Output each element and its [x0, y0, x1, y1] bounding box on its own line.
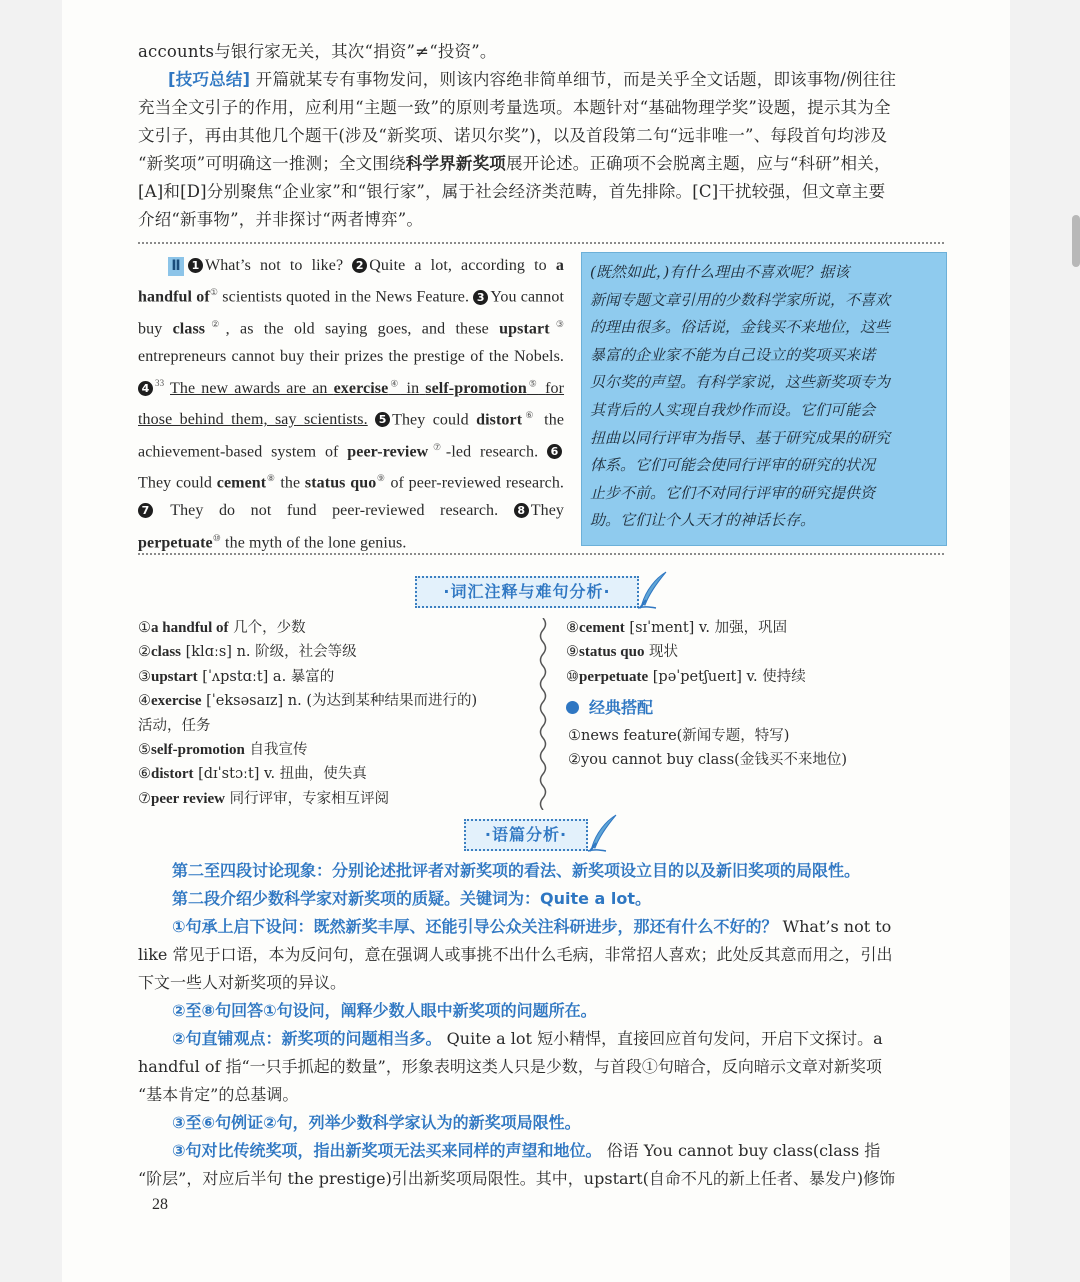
collocation-list: [568, 724, 847, 773]
summary-line-5: [138, 150, 950, 178]
vocab-left-list: [138, 616, 477, 811]
translation-box: [581, 252, 947, 546]
vocab-num: ⑦: [138, 790, 151, 807]
vocab-item: [138, 787, 477, 811]
analysis-p5: [172, 1025, 984, 1053]
sentence-6b: the: [280, 474, 301, 492]
analysis-p4: [172, 997, 984, 1025]
vocab-word: class: [151, 644, 181, 661]
sentence-num-5: 5: [375, 412, 390, 427]
vocab-word: cement: [579, 620, 625, 636]
vocab-item: [566, 640, 806, 664]
collocation-item: ①news feature(新闻专题，特写): [568, 728, 790, 744]
vocab-item: [138, 762, 477, 786]
collocation-item: ②you cannot buy class(金钱买不来地位): [568, 752, 847, 769]
vocab-item: [138, 665, 477, 689]
sentence-8a: They: [530, 502, 564, 520]
vocab-item: [138, 640, 477, 664]
sentence-2c: scientists quoted in the News Feature.: [222, 288, 470, 306]
summary-line-7: 介绍“新事物”，并非探讨“两者博弈”。: [138, 210, 424, 229]
analysis-p1-text: 第二至四段讨论现象：分别论述批评者对新奖项的看法、新奖项设立目的以及新旧奖项的局限性。: [172, 861, 861, 880]
analysis-p3-line2: like 常见于口语，本为反问句，意在强调人或事挑不出什么毛病，非常招人喜欢；此处反其意而用之，引出: [138, 945, 893, 964]
note-ref-6: ⑥: [522, 410, 537, 421]
note-ref-3: ③: [549, 319, 565, 330]
sentence-num-3: 3: [473, 290, 488, 305]
note-ref-5: ⑤: [526, 378, 539, 389]
sentence-num-7: 7: [138, 503, 153, 518]
sentence-num-6: 6: [547, 444, 562, 459]
vocab-word-perpetuate: perpetuate: [138, 533, 213, 551]
sentence-6c: of peer-reviewed research.: [390, 474, 565, 492]
tip-tag: [技巧总结]: [168, 70, 251, 89]
sentence-3a: You cannot buy: [138, 288, 564, 338]
sentence-6a: They could: [138, 474, 213, 492]
analysis-p6: [172, 1109, 984, 1137]
vocab-word-exercise: exercise: [333, 379, 389, 397]
sentence-num-4: 4: [138, 381, 153, 396]
sentence-7: They do not fund peer-reviewed research.: [170, 502, 499, 520]
sentence-4d: scientists.: [303, 411, 368, 429]
vocab-num: ⑩: [566, 668, 579, 685]
sentence-3b: , as the old saying goes, and: [225, 320, 446, 338]
summary-line-6: [A]和[D]分别聚焦“企业家”和“银行家”，属于社会经济类范畴，首先排除。[C]干扰较强，但文章主要: [138, 182, 886, 201]
analysis-p6-text: ③至⑥句例证②句，列举少数科学家认为的新奖项局限性。: [172, 1113, 581, 1132]
note-ref-4: ④: [388, 378, 401, 389]
vocab-num: ①: [138, 620, 151, 636]
vocab-word-handful: a handful of: [138, 257, 564, 306]
vocab-def: [ˈʌpstɑːt] a. 暴富的: [197, 668, 335, 685]
analysis-p5-line3: “基本肯定”的总基调。: [138, 1085, 299, 1104]
translation-line: (既然如此，)有什么理由不喜欢呢？据该: [590, 263, 850, 281]
vocab-word-upstart: upstart: [499, 320, 550, 338]
analysis-p2-text: 第二段介绍少数科学家对新奖项的质疑。关键词为：Quite a lot。: [172, 889, 652, 908]
translation-line: 止步不前。它们不对同行评审的研究提供资: [590, 483, 876, 502]
bullet-icon: [566, 701, 579, 714]
analysis-p7: [172, 1137, 984, 1165]
analysis-p5-highlight: ②句直铺观点：新奖项的问题相当多。: [172, 1029, 442, 1048]
paragraph-tag: Ⅱ: [168, 257, 184, 276]
analysis-p4-text: ②至⑧句回答①句设问，阐释少数人眼中新奖项的问题所在。: [172, 1001, 597, 1020]
vocab-item: [138, 714, 477, 738]
analysis-p2: [172, 885, 984, 913]
translation-line: 的理由很多。俗话说，金钱买不来地位，这些: [590, 318, 891, 337]
sentence-3e: prestige of the Nobels.: [413, 347, 564, 365]
vocab-num: ⑤: [138, 742, 151, 759]
note-ref-1: ①: [209, 287, 219, 298]
vocab-num: ③: [138, 668, 151, 685]
translation-line: 暴富的企业家不能为自己设立的奖项买来诺: [590, 345, 876, 364]
summary-line-5-a: “新奖项”可明确这一推测；全文围绕: [138, 154, 406, 173]
quill-icon: [586, 813, 620, 853]
vocab-def: [sɪˈment] v. 加强，巩固: [624, 620, 788, 636]
vocab-word-peer-review: peer-review: [347, 443, 429, 461]
summary-line-2-text: 开篇就某专有事物发问，则该内容绝非简单细节，而是关乎全文话题，即该事物/例往往: [255, 70, 897, 89]
summary-line-1: accounts与银行家无关，其次“捐资”≠“投资”。: [138, 42, 497, 61]
summary-line-3: 充当全文引子的作用，应利用“主题一致”的原则考量选项。本题针对“基础物理学奖”设题，提示其为全: [138, 98, 891, 117]
vocab-item: [138, 689, 477, 713]
vocab-word: upstart: [151, 668, 198, 685]
vocab-word: status quo: [579, 644, 645, 661]
vocab-def: 现状: [644, 644, 679, 661]
summary-line-4: 文引子，再由其他几个题干(涉及“新奖项、诺贝尔奖”)，以及首段第二句“远非唯一”、每段首句均涉及: [138, 126, 888, 145]
page-number: 28: [152, 1196, 168, 1213]
vocab-word: peer review: [151, 790, 225, 807]
sentence-5c: system of: [271, 443, 339, 461]
note-ref-9: ⑨: [376, 473, 386, 484]
note-ref-8: ⑧: [266, 473, 276, 484]
sentence-4c: for those behind them, say: [138, 379, 565, 429]
sentence-5b: the achievement-based: [138, 411, 565, 461]
sentence-3d: entrepreneurs cannot buy their prizes the: [138, 347, 409, 365]
analysis-p3-line3: 下文一些人对新奖项的异议。: [138, 973, 347, 992]
translation-line: 扭曲以同行评审为指导、基于研究成果的研究: [590, 428, 891, 447]
vocab-def: 自我宣传: [244, 742, 308, 759]
analysis-p3: [172, 913, 984, 941]
note-ref-7: ⑦: [428, 441, 446, 452]
scrollbar-thumb[interactable]: [1072, 215, 1080, 267]
vocab-word: distort: [151, 766, 194, 783]
sentence-num-2: 2: [352, 258, 367, 273]
translation-line: 新闻专题文章引用的少数科学家所说，不喜欢: [590, 290, 891, 309]
summary-line-5-bold: 科学界新奖项: [405, 154, 506, 173]
vocab-num: ②: [138, 644, 151, 661]
sentence-2b: to: [534, 257, 547, 274]
translation-line: 其背后的人实现自我炒作而设。它们可能会: [590, 401, 876, 419]
translation-line: 贝尔奖的声望。有科学家说，这些新奖项专为: [590, 373, 891, 392]
vocab-num: ⑧: [566, 620, 579, 636]
analysis-p3-rest: What’s not to: [782, 917, 892, 936]
sentence-2a: Quite a lot, according: [369, 257, 526, 274]
vocab-word-class: class: [172, 320, 206, 338]
sentence-1: What’s not to like?: [205, 257, 344, 274]
vocab-num: ④: [138, 693, 151, 710]
vocab-num: ⑥: [138, 766, 151, 783]
sentence-5a: They could: [392, 411, 469, 429]
analysis-p7-line2: “阶层”，对应后半句 the prestige)引出新奖项局限性。其中，upstart(自命不凡的新上任者、暴发户)修饰: [138, 1169, 896, 1188]
divider-middle: [138, 553, 944, 555]
quill-icon: [636, 570, 670, 610]
sentence-8b: the myth of the lone genius.: [225, 533, 407, 551]
vocab-def: [dɪˈstɔːt] v. 扭曲，使失真: [193, 766, 367, 783]
collocation-title: 经典搭配: [589, 698, 654, 717]
vocab-word-status-quo: status quo: [304, 474, 377, 492]
vocab-section-title: ·词汇注释与难句分析·: [415, 576, 639, 608]
translation-line: 助。它们让个人天才的神话长存。: [590, 511, 816, 530]
vocab-def: [klɑːs] n. 阶级，社会等级: [181, 644, 357, 661]
analysis-section-title: ·语篇分析·: [464, 819, 588, 851]
divider-top: [138, 242, 944, 244]
vocab-right-list: [566, 616, 806, 689]
sentence-num-1: 1: [188, 258, 203, 273]
vocab-def: 同行评审，专家相互评阅: [225, 790, 390, 807]
analysis-p3-highlight: ①句承上启下设问：既然新奖丰厚、还能引导公众关注科研进步，那还有什么不好的？: [172, 917, 778, 936]
sentence-3c: these: [455, 320, 489, 338]
sentence-5d: -led research.: [445, 443, 539, 461]
analysis-p1: [172, 857, 984, 885]
vocab-word-self-promotion: self-promotion: [425, 379, 527, 397]
vocab-item: [138, 616, 477, 640]
vocab-item: [138, 738, 477, 762]
question-ref-33: 33: [155, 378, 165, 389]
vocab-item: [566, 665, 806, 689]
analysis-p5-rest: Quite a lot 短小精悍，直接回应首句发问，开启下文探讨。a: [446, 1029, 883, 1048]
analysis-p7-highlight: ③句对比传统奖项，指出新奖项无法买来同样的声望和地位。: [172, 1141, 602, 1160]
vocab-def: [ˈeksəsaɪz] n. (为达到某种结果而进行的): [201, 693, 478, 710]
summary-line-5-c: 展开论述。正确项不会脱离主题，应与“科研”相关，: [505, 154, 891, 173]
translation-line: 体系。它们可能会使同行评审的研究的状况: [590, 456, 876, 475]
summary-line-2: [138, 66, 950, 94]
analysis-p5-line2: handful of 指“一只手抓起的数量”，形象表明这类人只是少数，与首段①句暗合，反向暗示文章对新奖项: [138, 1057, 882, 1076]
vocab-word: perpetuate: [579, 668, 649, 685]
english-passage: [138, 252, 564, 556]
collocation-heading: [566, 696, 653, 720]
sentence-4b: in: [406, 379, 420, 397]
vocab-def: 几个，少数: [228, 620, 306, 636]
vocab-item: [566, 616, 806, 640]
vocab-word: self-promotion: [151, 742, 245, 759]
note-ref-10: ⑩: [212, 532, 221, 543]
sentence-4a: The new awards are an: [170, 379, 328, 397]
wavy-divider: [536, 618, 550, 810]
vocab-word-distort: distort: [476, 411, 523, 429]
analysis-p7-rest: 俗语 You cannot buy class(class 指: [606, 1141, 881, 1160]
vocab-word: exercise: [151, 693, 202, 710]
vocab-word: a handful of: [151, 620, 229, 636]
note-ref-2: ②: [205, 319, 226, 330]
vocab-def: [pəˈpetʃueɪt] v. 使持续: [648, 668, 806, 685]
sentence-num-8: 8: [514, 503, 529, 518]
vocab-def: 活动，任务: [138, 717, 211, 734]
vocab-num: ⑨: [566, 644, 579, 661]
vocab-word-cement: cement: [216, 474, 267, 492]
